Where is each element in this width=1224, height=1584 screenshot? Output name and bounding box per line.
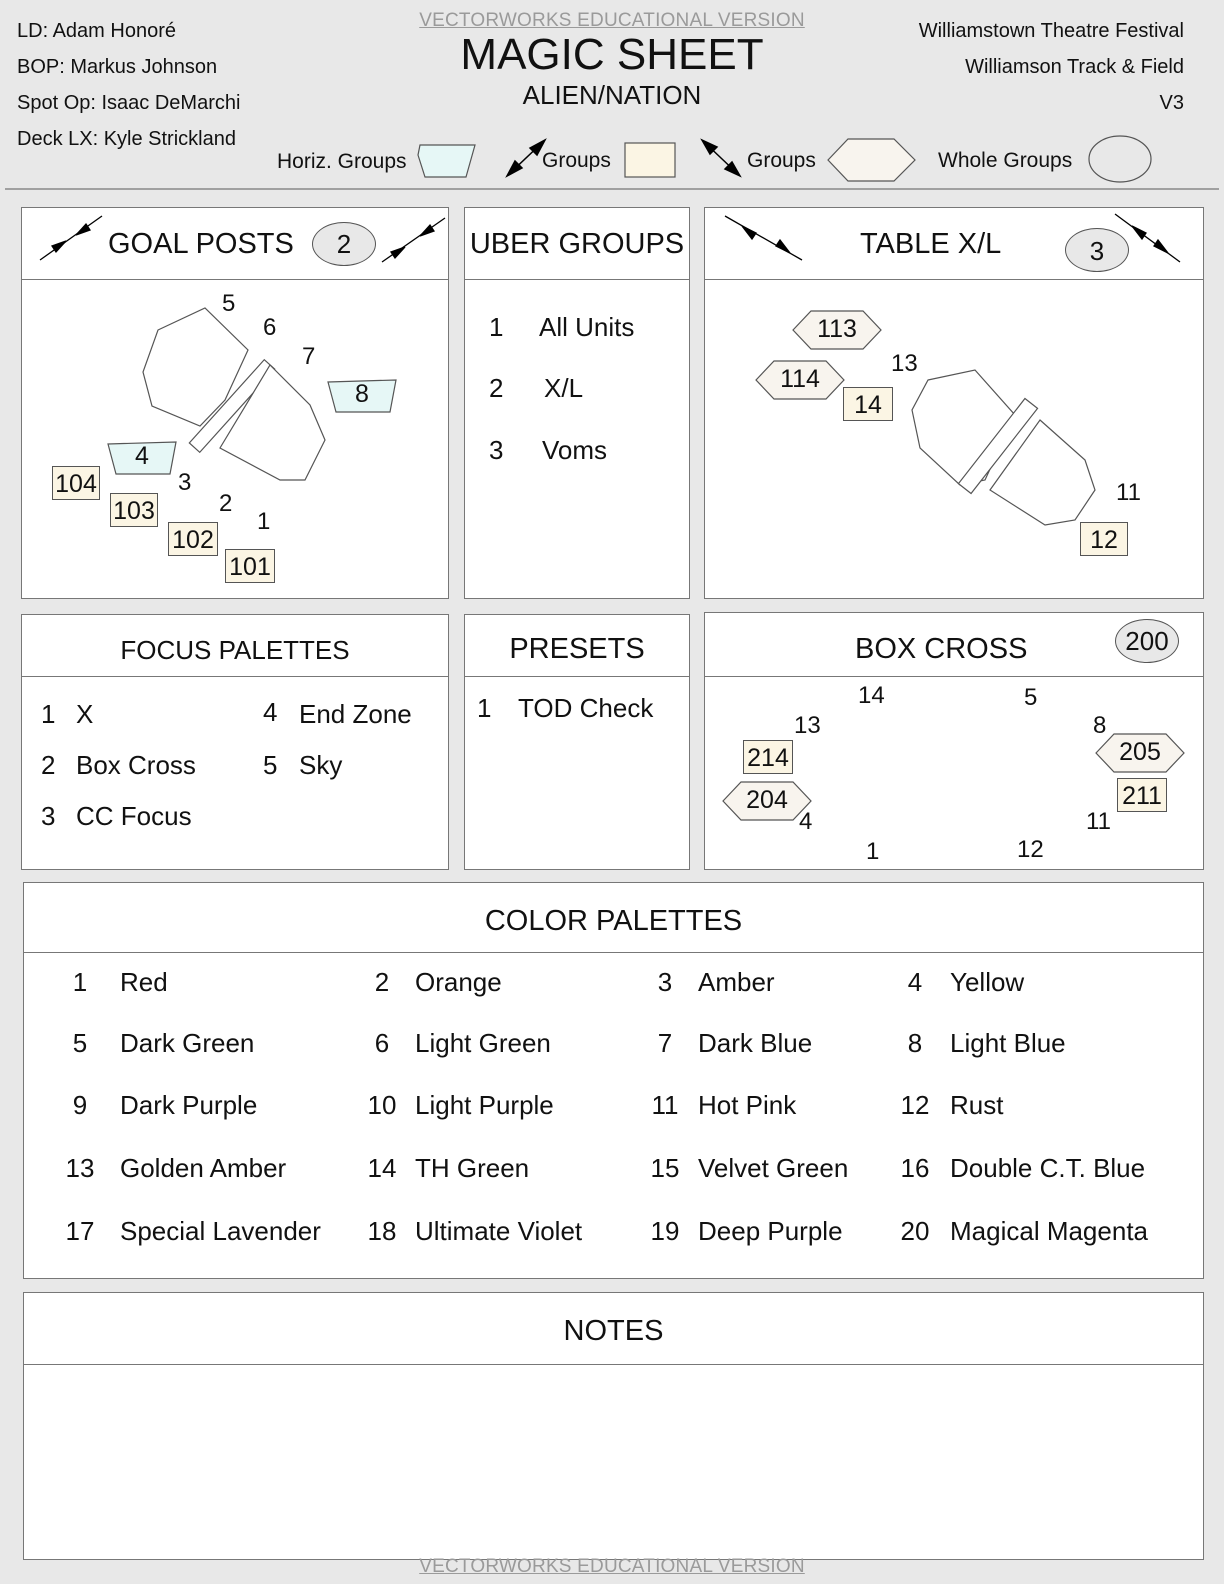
focus-item-label[interactable]: CC Focus	[76, 801, 192, 831]
goal-posts-arrow-right-icon	[382, 218, 445, 262]
hex-group-114[interactable]	[755, 360, 845, 400]
color-item-num: 18	[367, 1216, 397, 1246]
color-item-num: 19	[650, 1216, 680, 1246]
channel-number[interactable]: 8	[1093, 712, 1107, 739]
hexagon-label: 113	[817, 315, 857, 343]
channel-number[interactable]: 2	[219, 490, 233, 517]
preset-item-num: 1	[477, 693, 492, 723]
uber-item-label[interactable]: X/L	[544, 373, 584, 403]
diag-group[interactable]: 211	[1117, 778, 1167, 812]
venue-version: V3	[1159, 92, 1184, 114]
focus-item-label[interactable]: X	[76, 699, 94, 729]
color-item-label[interactable]: Double C.T. Blue	[950, 1153, 1146, 1183]
hexagon-label: 205	[1119, 738, 1161, 766]
channel-number[interactable]: 1	[257, 508, 271, 535]
focus-item-num: 5	[263, 750, 278, 780]
watermark-bottom: VECTORWORKS EDUCATIONAL VERSION	[419, 1556, 805, 1577]
focus-item-num: 4	[263, 697, 278, 727]
focus-item-label[interactable]: End Zone	[299, 699, 412, 729]
color-item-num: 9	[72, 1090, 88, 1120]
hex-group-205[interactable]	[1095, 733, 1185, 773]
color-item-label[interactable]: Amber	[698, 967, 775, 997]
focus-item-num: 3	[41, 801, 56, 831]
preset-item-label[interactable]: TOD Check	[518, 693, 654, 723]
uber-item-label[interactable]: Voms	[542, 435, 608, 465]
horiz-group-4[interactable]	[106, 436, 178, 476]
goal-posts-whole-group[interactable]: 2	[312, 222, 376, 266]
channel-number[interactable]: 4	[799, 808, 813, 835]
presets-title: PRESETS	[509, 633, 645, 665]
color-item-label[interactable]: Ultimate Violet	[415, 1216, 583, 1246]
diag-group[interactable]: 101	[225, 549, 275, 583]
credit-deck-lx: Deck LX: Kyle Strickland	[17, 128, 236, 150]
color-item-label[interactable]: Dark Purple	[120, 1090, 258, 1120]
channel-number[interactable]: 6	[263, 314, 277, 341]
color-item-label[interactable]: Red	[120, 967, 168, 997]
focus-item-num: 1	[41, 699, 56, 729]
color-item-label[interactable]: Magical Magenta	[950, 1216, 1148, 1246]
color-item-num: 3	[657, 967, 673, 997]
color-item-label[interactable]: Light Green	[415, 1028, 551, 1058]
venue-festival: Williamstown Theatre Festival	[918, 20, 1184, 42]
legend-diag-down-label: Groups	[747, 149, 816, 172]
table-xl-stage	[912, 370, 1095, 525]
color-item-num: 15	[650, 1153, 680, 1183]
horiz-group-8[interactable]	[326, 374, 398, 414]
color-item-num: 10	[367, 1090, 397, 1120]
hex-group-204[interactable]	[722, 781, 812, 821]
table-xl-whole-group[interactable]: 3	[1065, 228, 1129, 272]
color-item-num: 1	[72, 967, 88, 997]
color-item-label[interactable]: Hot Pink	[698, 1090, 797, 1120]
color-item-label[interactable]: Light Blue	[950, 1028, 1066, 1058]
color-item-num: 2	[374, 967, 390, 997]
channel-number[interactable]: 12	[1017, 836, 1044, 863]
channel-number[interactable]: 13	[794, 712, 821, 739]
page-subtitle: ALIEN/NATION	[522, 80, 702, 110]
color-item-num: 14	[367, 1153, 397, 1183]
box-cross-title: BOX CROSS	[855, 633, 1028, 665]
hex-group-113[interactable]	[792, 310, 882, 350]
color-item-label[interactable]: Golden Amber	[120, 1153, 287, 1183]
color-item-num: 16	[900, 1153, 930, 1183]
color-item-num: 20	[900, 1216, 930, 1246]
channel-number[interactable]: 11	[1116, 479, 1141, 506]
color-item-label[interactable]: Velvet Green	[698, 1153, 849, 1183]
color-item-num: 8	[907, 1028, 923, 1058]
focus-item-label[interactable]: Sky	[299, 750, 343, 780]
hexagon-label: 114	[780, 365, 820, 393]
legend-diag-up-label: Groups	[542, 149, 611, 172]
focus-palettes-title: FOCUS PALETTES	[120, 635, 350, 665]
color-item-label[interactable]: Yellow	[950, 967, 1025, 997]
diag-group[interactable]: 12	[1080, 522, 1128, 556]
goal-posts-title: GOAL POSTS	[108, 228, 294, 260]
uber-item-num: 2	[489, 373, 504, 403]
credit-bop: BOP: Markus Johnson	[17, 56, 218, 78]
venue-location: Williamson Track & Field	[965, 56, 1184, 78]
color-item-num: 13	[65, 1153, 95, 1183]
legend-horiz-label: Horiz. Groups	[277, 150, 407, 173]
channel-number[interactable]: 11	[1086, 808, 1111, 835]
color-item-label[interactable]: Orange	[415, 967, 502, 997]
uber-item-num: 1	[489, 312, 504, 342]
color-item-num: 6	[374, 1028, 390, 1058]
channel-number[interactable]: 7	[302, 343, 316, 370]
legend-whole-label: Whole Groups	[938, 149, 1073, 172]
color-item-num: 11	[651, 1090, 679, 1120]
color-item-label[interactable]: Deep Purple	[698, 1216, 843, 1246]
diag-group[interactable]: 214	[743, 740, 793, 774]
diag-group[interactable]: 103	[110, 493, 158, 527]
diag-group[interactable]: 14	[843, 387, 893, 421]
credit-ld: LD: Adam Honoré	[17, 20, 176, 42]
diag-group[interactable]: 104	[52, 466, 100, 500]
color-item-label[interactable]: TH Green	[415, 1153, 530, 1183]
watermark-top: VECTORWORKS EDUCATIONAL VERSION	[419, 10, 805, 31]
color-palettes-title: COLOR PALETTES	[484, 905, 743, 937]
color-item-num: 12	[900, 1090, 930, 1120]
credit-spot-op: Spot Op: Isaac DeMarchi	[17, 92, 241, 114]
uber-item-num: 3	[489, 435, 504, 465]
notes-title: NOTES	[563, 1315, 664, 1347]
channel-number[interactable]: 13	[891, 350, 918, 377]
channel-number[interactable]: 5	[222, 290, 236, 317]
table-xl-arrow-right-icon	[1115, 214, 1180, 262]
pentagon-label: 8	[355, 380, 369, 408]
color-item-num: 4	[907, 967, 923, 997]
channel-number[interactable]: 1	[866, 838, 880, 865]
table-xl-title: TABLE X/L	[860, 228, 1002, 260]
channel-number[interactable]: 14	[858, 682, 885, 709]
hexagon-label: 204	[746, 786, 788, 814]
uber-groups-title: UBER GROUPS	[469, 228, 685, 260]
goal-posts-arrow-left-icon	[40, 216, 102, 260]
box-cross-whole-group[interactable]: 200	[1115, 619, 1179, 663]
color-item-num: 7	[657, 1028, 673, 1058]
channel-number[interactable]: 3	[178, 469, 192, 496]
page-title: MAGIC SHEET	[460, 30, 764, 79]
color-item-label[interactable]: Dark Blue	[698, 1028, 813, 1058]
color-item-label[interactable]: Dark Green	[120, 1028, 255, 1058]
color-item-label[interactable]: Rust	[950, 1090, 1004, 1120]
color-item-num: 5	[72, 1028, 88, 1058]
pentagon-label: 4	[135, 442, 149, 470]
color-item-label[interactable]: Light Purple	[415, 1090, 554, 1120]
uber-item-label[interactable]: All Units	[539, 312, 635, 342]
color-item-num: 17	[65, 1216, 95, 1246]
diag-group[interactable]: 102	[168, 522, 218, 556]
color-item-label[interactable]: Special Lavender	[120, 1216, 321, 1246]
channel-number[interactable]: 5	[1024, 684, 1038, 711]
focus-item-label[interactable]: Box Cross	[76, 750, 196, 780]
focus-item-num: 2	[41, 750, 56, 780]
table-xl-arrow-left-icon	[725, 216, 802, 260]
